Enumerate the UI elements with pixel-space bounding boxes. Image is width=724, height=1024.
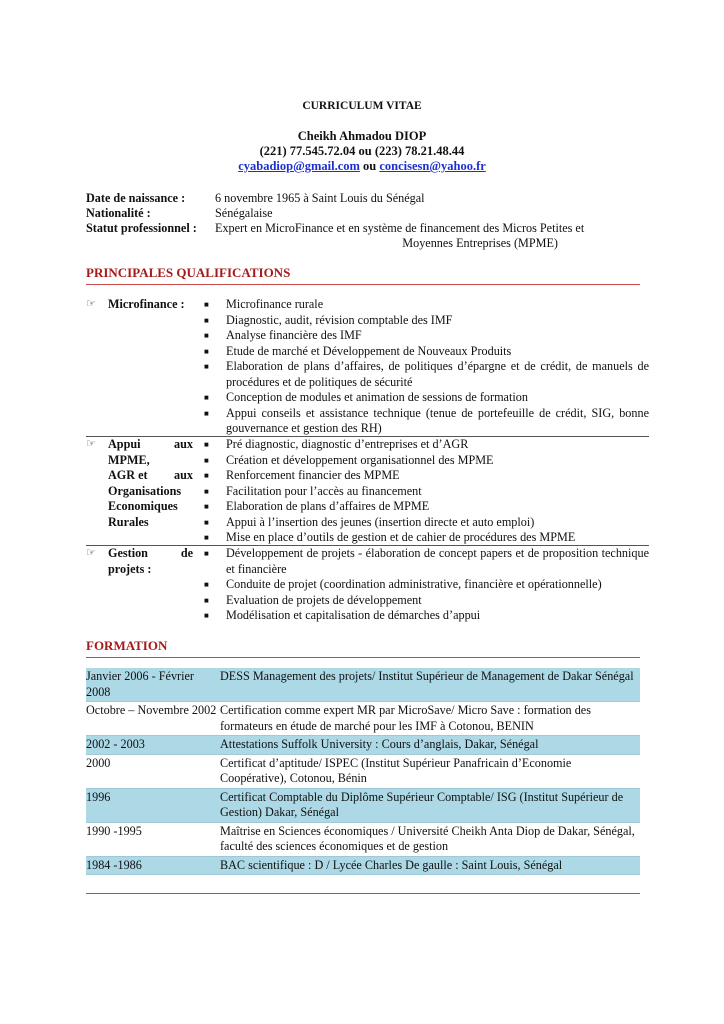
table-row [86,668,640,702]
square-bullet-icon: ■ [204,580,209,589]
list-item: ■ Diagnostic, audit, révision comptable des IMF [204,312,453,327]
square-bullet-icon: ■ [204,393,209,402]
pointing-hand-icon: ☞ [86,298,96,310]
nationality-value: Sénégalaise [215,206,273,220]
qual-mpme-list [204,437,649,546]
square-bullet-icon: ■ [204,611,209,620]
qual-mpme-label: Appui aux MPME, AGR et aux Organisations Economiques Rurales [108,437,193,529]
square-bullet-icon: ■ [204,408,209,418]
formation-date: 2002 - 2003 [86,736,220,755]
table-row [86,754,640,788]
formation-desc: Certificat Comptable du Diplôme Supérieur Comptable/ ISG (Institut Supérieur de Gestion) Dakar, Sénégal [220,788,640,822]
formation-date: 2000 [86,755,111,770]
formation-table [86,668,640,875]
table-row [86,788,640,822]
email-link-yahoo[interactable]: concisesn@yahoo.fr [379,159,486,173]
square-bullet-icon: ■ [204,362,209,371]
phone-numbers: (221) 77.545.72.04 ou (223) 78.21.48.44 [259,144,465,158]
document-title: CURRICULUM VITAE [302,100,422,112]
email-separator: ou [359,159,380,173]
list-item: ■ Mise en place d’outils de gestion et de cahier de procédures des MPME [204,530,576,544]
square-bullet-icon: ■ [204,331,209,340]
pointing-hand-icon: ☞ [86,547,96,559]
square-bullet-icon: ■ [204,502,209,511]
square-bullet-icon: ■ [204,486,209,496]
qual-projets-label: Gestion de projets : [108,546,193,576]
table-row [86,736,640,755]
square-bullet-icon: ■ [204,440,209,449]
qual-microfinance-label: Microfinance : [108,297,185,311]
formation-desc: Attestations Suffolk University : Cours d’anglais, Dakar, Sénégal [220,736,640,755]
formation-desc: DESS Management des projets/ Institut Supérieur de Management de Dakar Sénégal [220,668,640,702]
formation-date: 1996 [86,788,220,822]
list-item: ■ Renforcement financier des MPME [204,468,400,482]
square-bullet-icon: ■ [204,300,209,309]
qual-microfinance-list [204,297,649,437]
formation-date: 1984 -1986 [86,856,220,875]
email-link-gmail[interactable]: cyabadiop@gmail.com [238,159,360,173]
list-item: ■ Etude de marché et Développement de Nouveaux Produits [204,343,512,358]
square-bullet-icon: ■ [204,315,209,325]
qualifications-title: PRINCIPALES QUALIFICATIONS [86,265,640,285]
email-line [0,159,724,175]
table-row [86,856,640,875]
table-row [86,822,640,856]
formation-desc: Certification comme expert MR par MicroSave/ Micro Save : formation des formateurs en étude de marché pour les IMF à Cotonou, BENIN [220,703,591,733]
qual-projets-list [204,546,649,624]
formation-desc: BAC scientifique : D / Lycée Charles De gaulle : Saint Louis, Sénégal [220,856,640,875]
status-value-line2: Moyennes Entreprises (MPME) [402,236,558,250]
list-item: ■ Elaboration de plans d’affaires, de politiques d’épargne et de crédit, de manuels de procédures et de politiques de sécurité [204,359,649,389]
list-item: ■ Pré diagnostic, diagnostic d’entreprises et d’AGR [204,437,469,451]
square-bullet-icon: ■ [204,346,209,356]
square-bullet-icon: ■ [204,595,209,605]
square-bullet-icon: ■ [204,471,209,480]
status-value-line1: Expert en MicroFinance et en système de financement des Micros Petites et [215,221,585,235]
list-item: ■ Microfinance rurale [204,297,324,311]
birth-label: Date de naissance : [86,191,186,205]
square-bullet-icon: ■ [204,549,209,558]
qual-mpme [86,436,649,546]
list-item: ■ Appui conseils et assistance technique (tenue de portefeuille de crédit, SIG, bonne gouvernance et gestion des RH) [204,405,649,435]
list-item: ■ Développement de projets - élaboration de concept papers et de proposition technique et financière [204,546,649,576]
list-item: ■ Modélisation et capitalisation de démarches d’appui [204,608,481,622]
list-item: ■ Création et développement organisationnel des MPME [204,452,494,467]
formation-title: FORMATION [86,638,640,658]
formation-desc: Maîtrise en Sciences économiques / Université Cheikh Anta Diop de Dakar, Sénégal, faculté des sciences économiques et de gestion [220,823,635,853]
birth-value: 6 novembre 1965 à Saint Louis du Sénégal [215,191,425,205]
candidate-name: Cheikh Ahmadou DIOP [297,129,427,143]
formation-date: Janvier 2006 - Février 2008 [86,668,220,702]
list-item: ■ Elaboration de plans d’affaires de MPME [204,499,430,513]
qual-microfinance [86,297,649,436]
list-item: ■ Evaluation de projets de développement [204,592,422,607]
formation-date: Octobre – Novembre 2002 [86,703,217,717]
table-row [86,702,640,736]
pointing-hand-icon: ☞ [86,438,96,450]
list-item: ■ Appui à l’insertion des jeunes (insertion directe et auto emploi) [204,514,535,529]
qual-projets [86,545,649,626]
list-item: ■ Conduite de projet (coordination administrative, financière et opérationnelle) [204,577,602,591]
nationality-label: Nationalité : [86,206,151,220]
square-bullet-icon: ■ [204,517,209,527]
list-item: ■ Analyse financière des IMF [204,328,362,342]
bottom-divider [86,893,640,894]
status-label: Statut professionnel : [86,221,197,235]
list-item: ■ Conception de modules et animation de sessions de formation [204,390,528,404]
square-bullet-icon: ■ [204,533,209,542]
formation-date: 1990 -1995 [86,823,142,838]
list-item: ■ Facilitation pour l’accès au financement [204,483,422,498]
formation-desc: Certificat d’aptitude/ ISPEC (Institut Supérieur Panafricain d’Economie Coopérative), Cotonou, Bénin [220,755,572,785]
square-bullet-icon: ■ [204,455,209,465]
